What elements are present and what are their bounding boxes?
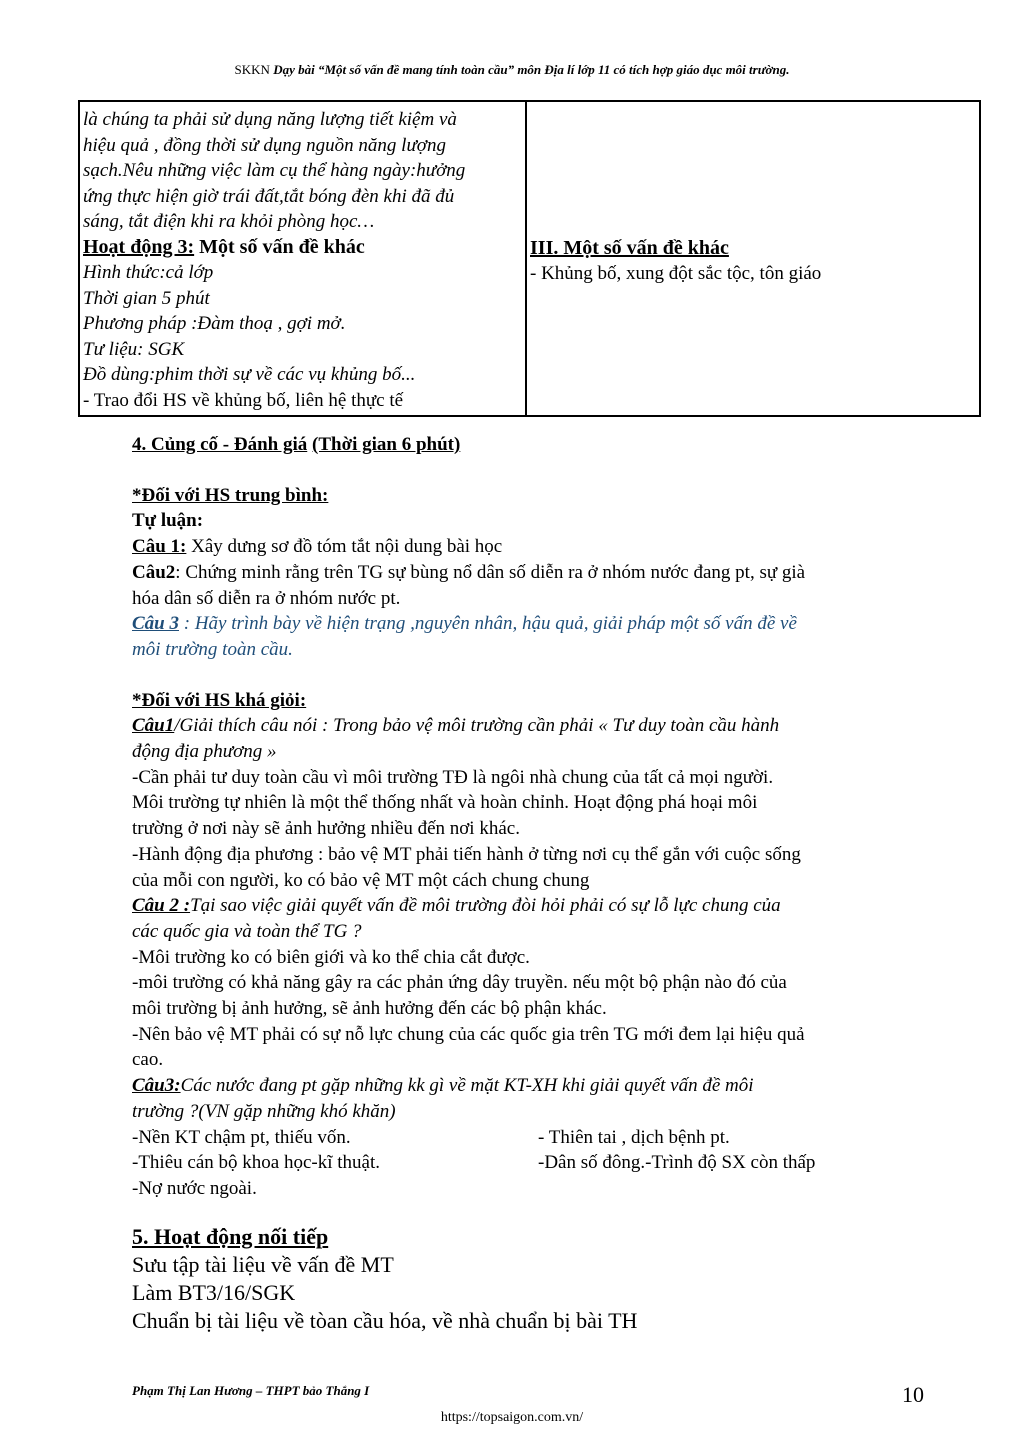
answer-line: cao. (132, 1049, 164, 1071)
header-lead: SKKN (234, 62, 274, 77)
essay-label: Tự luận: (132, 510, 204, 532)
answer-line: -Nên bảo vệ MT phải có sự nỗ lực chung của các quốc gia trên TG mới đem lại hiệu quả (132, 1023, 805, 1045)
page-body (132, 432, 932, 1335)
answer-line: -Cần phải tư duy toàn cầu vì môi trường TĐ là ngôi nhà chung của tất cả mọi người. (132, 766, 774, 788)
section-iii-heading: III. Một số vấn đề khác (530, 237, 729, 259)
difficulty-row (132, 1125, 932, 1151)
detail-line: Tư liệu: SGK (83, 338, 185, 360)
activity-3-title: Một số vấn đề khác (194, 235, 365, 258)
footer-author: Phạm Thị Lan Hương – THPT bảo Thắng I (132, 1383, 370, 1398)
difficulty-item: -Nền KT chậm pt, thiếu vốn. (132, 1126, 351, 1148)
followup-line: Sưu tập tài liệu về vấn đề MT (132, 1251, 394, 1277)
answer-line: trường ở nơi này sẽ ảnh hưởng nhiều đến nơi khác. (132, 818, 520, 840)
question-3-cont: môi trường toàn cầu. (132, 638, 293, 660)
intro-line: là chúng ta phải sử dụng năng lượng tiết kiệm và (83, 109, 457, 130)
answer-line: của mỗi con người, ko có bảo vệ MT một cách chung chung (132, 869, 590, 891)
footer-url[interactable]: https://topsaigon.com.vn/ (440, 1410, 584, 1425)
answer-line: -môi trường có khả năng gây ra các phản ứng dây truyền. nếu một bộ phận nào đó của (132, 972, 787, 994)
difficulty-item: -Dân số đông.-Trình độ SX còn thấp (538, 1152, 816, 1174)
detail-line: Hình thức:cả lớp (83, 262, 214, 283)
intro-line: hiệu quả , đồng thời sử dụng nguồn năng lượng (83, 134, 446, 156)
detail-line: Phương pháp :Đàm thoạ , gợi mở. (83, 313, 346, 334)
activity-3-heading (83, 235, 521, 261)
section-iii-line: - Khủng bố, xung đột sắc tộc, tôn giáo (530, 263, 822, 284)
detail-line: Thời gian 5 phút (83, 287, 210, 309)
detail-line: Đồ dùng:phim thời sự về các vụ khủng bố... (83, 364, 416, 385)
intro-line: sạch.Nêu những việc làm cụ thể hàng ngày:hưởng (83, 160, 466, 181)
detail-line: - Trao đổi HS về khủng bố, liên hệ thực tế (83, 389, 404, 411)
difficulty-item: -Thiêu cán bộ khoa học-kĩ thuật. (132, 1152, 380, 1174)
section-5-title: 5. Hoạt động nối tiếp (132, 1223, 329, 1249)
good-question-2: Câu 2 :Tại sao việc giải quyết vấn đề môi trường đòi hỏi phải có sự lỗ lực chung của (132, 895, 781, 917)
good-students-heading: *Đối với HS khá giỏi: (132, 689, 307, 711)
question-2-cont: hóa dân số diễn ra ở nhóm nước pt. (132, 587, 401, 609)
followup-line: Chuẩn bị tài liệu về tòan cầu hóa, về nhà chuẩn bị bài TH (132, 1307, 638, 1333)
answer-line: -Môi trường ko có biên giới và ko thể chia cắt được. (132, 946, 530, 968)
lesson-table (78, 100, 981, 417)
page-header (0, 62, 1024, 78)
header-title: Dạy bài “Một số vấn đề mang tính toàn cầu” môn Địa lí lớp 11 có tích hợp giáo dục môi trường. (273, 62, 790, 77)
question-3: Câu 3 : Hãy trình bày về hiện trạng ,nguyên nhân, hậu quả, giải pháp một số vấn đề về (132, 613, 797, 635)
intro-line: ứng thực hiện giờ trái đất,tắt bóng đèn khi đã đủ (83, 185, 455, 207)
followup-line: Làm BT3/16/SGK (132, 1279, 296, 1305)
answer-line: môi trường bị ảnh hưởng, sẽ ảnh hưởng đến các bộ phận khác. (132, 998, 607, 1020)
content-cell (526, 101, 980, 416)
difficulty-item: -Nợ nước ngoài. (132, 1177, 257, 1199)
good-question-2-cont: các quốc gia và toàn thể TG ? (132, 920, 362, 942)
difficulty-row (132, 1150, 932, 1176)
answer-line: Môi trường tự nhiên là một thể thống nhất và hoàn chỉnh. Hoạt động phá hoại môi (132, 792, 758, 814)
question-2: Câu2: Chứng minh rằng trên TG sự bùng nổ dân số diễn ra ở nhóm nước đang pt, sự già (132, 561, 806, 583)
good-question-1: Câu1/Giải thích câu nói : Trong bảo vệ môi trường cần phải « Tư duy toàn cầu hành (132, 715, 780, 737)
teacher-activity-cell (79, 101, 526, 416)
good-question-1-cont: động địa phương » (132, 741, 277, 763)
answer-line: -Hành động địa phương : bảo vệ MT phải tiến hành ở từng nơi cụ thể gắn với cuộc sống (132, 843, 801, 865)
section-4-title: 4. Củng cố - Đánh giá (Thời gian 6 phút) (132, 434, 461, 455)
question-1: Câu 1: Xây dưng sơ đồ tóm tắt nội dung bài học (132, 536, 503, 558)
good-question-3: Câu3:Các nước đang pt gặp những kk gì về mặt KT-XH khi giải quyết vấn đề môi (132, 1075, 754, 1097)
page-number: 10 (902, 1382, 924, 1407)
good-question-3-cont: trường ?(VN gặp những khó khăn) (132, 1100, 396, 1122)
difficulty-item: - Thiên tai , dịch bệnh pt. (538, 1126, 730, 1148)
activity-3-label: Hoạt động 3: (83, 235, 195, 258)
intro-line: sáng, tắt điện khi ra khỏi phòng học… (83, 211, 375, 232)
average-students-heading: *Đối với HS trung bình: (132, 484, 329, 506)
